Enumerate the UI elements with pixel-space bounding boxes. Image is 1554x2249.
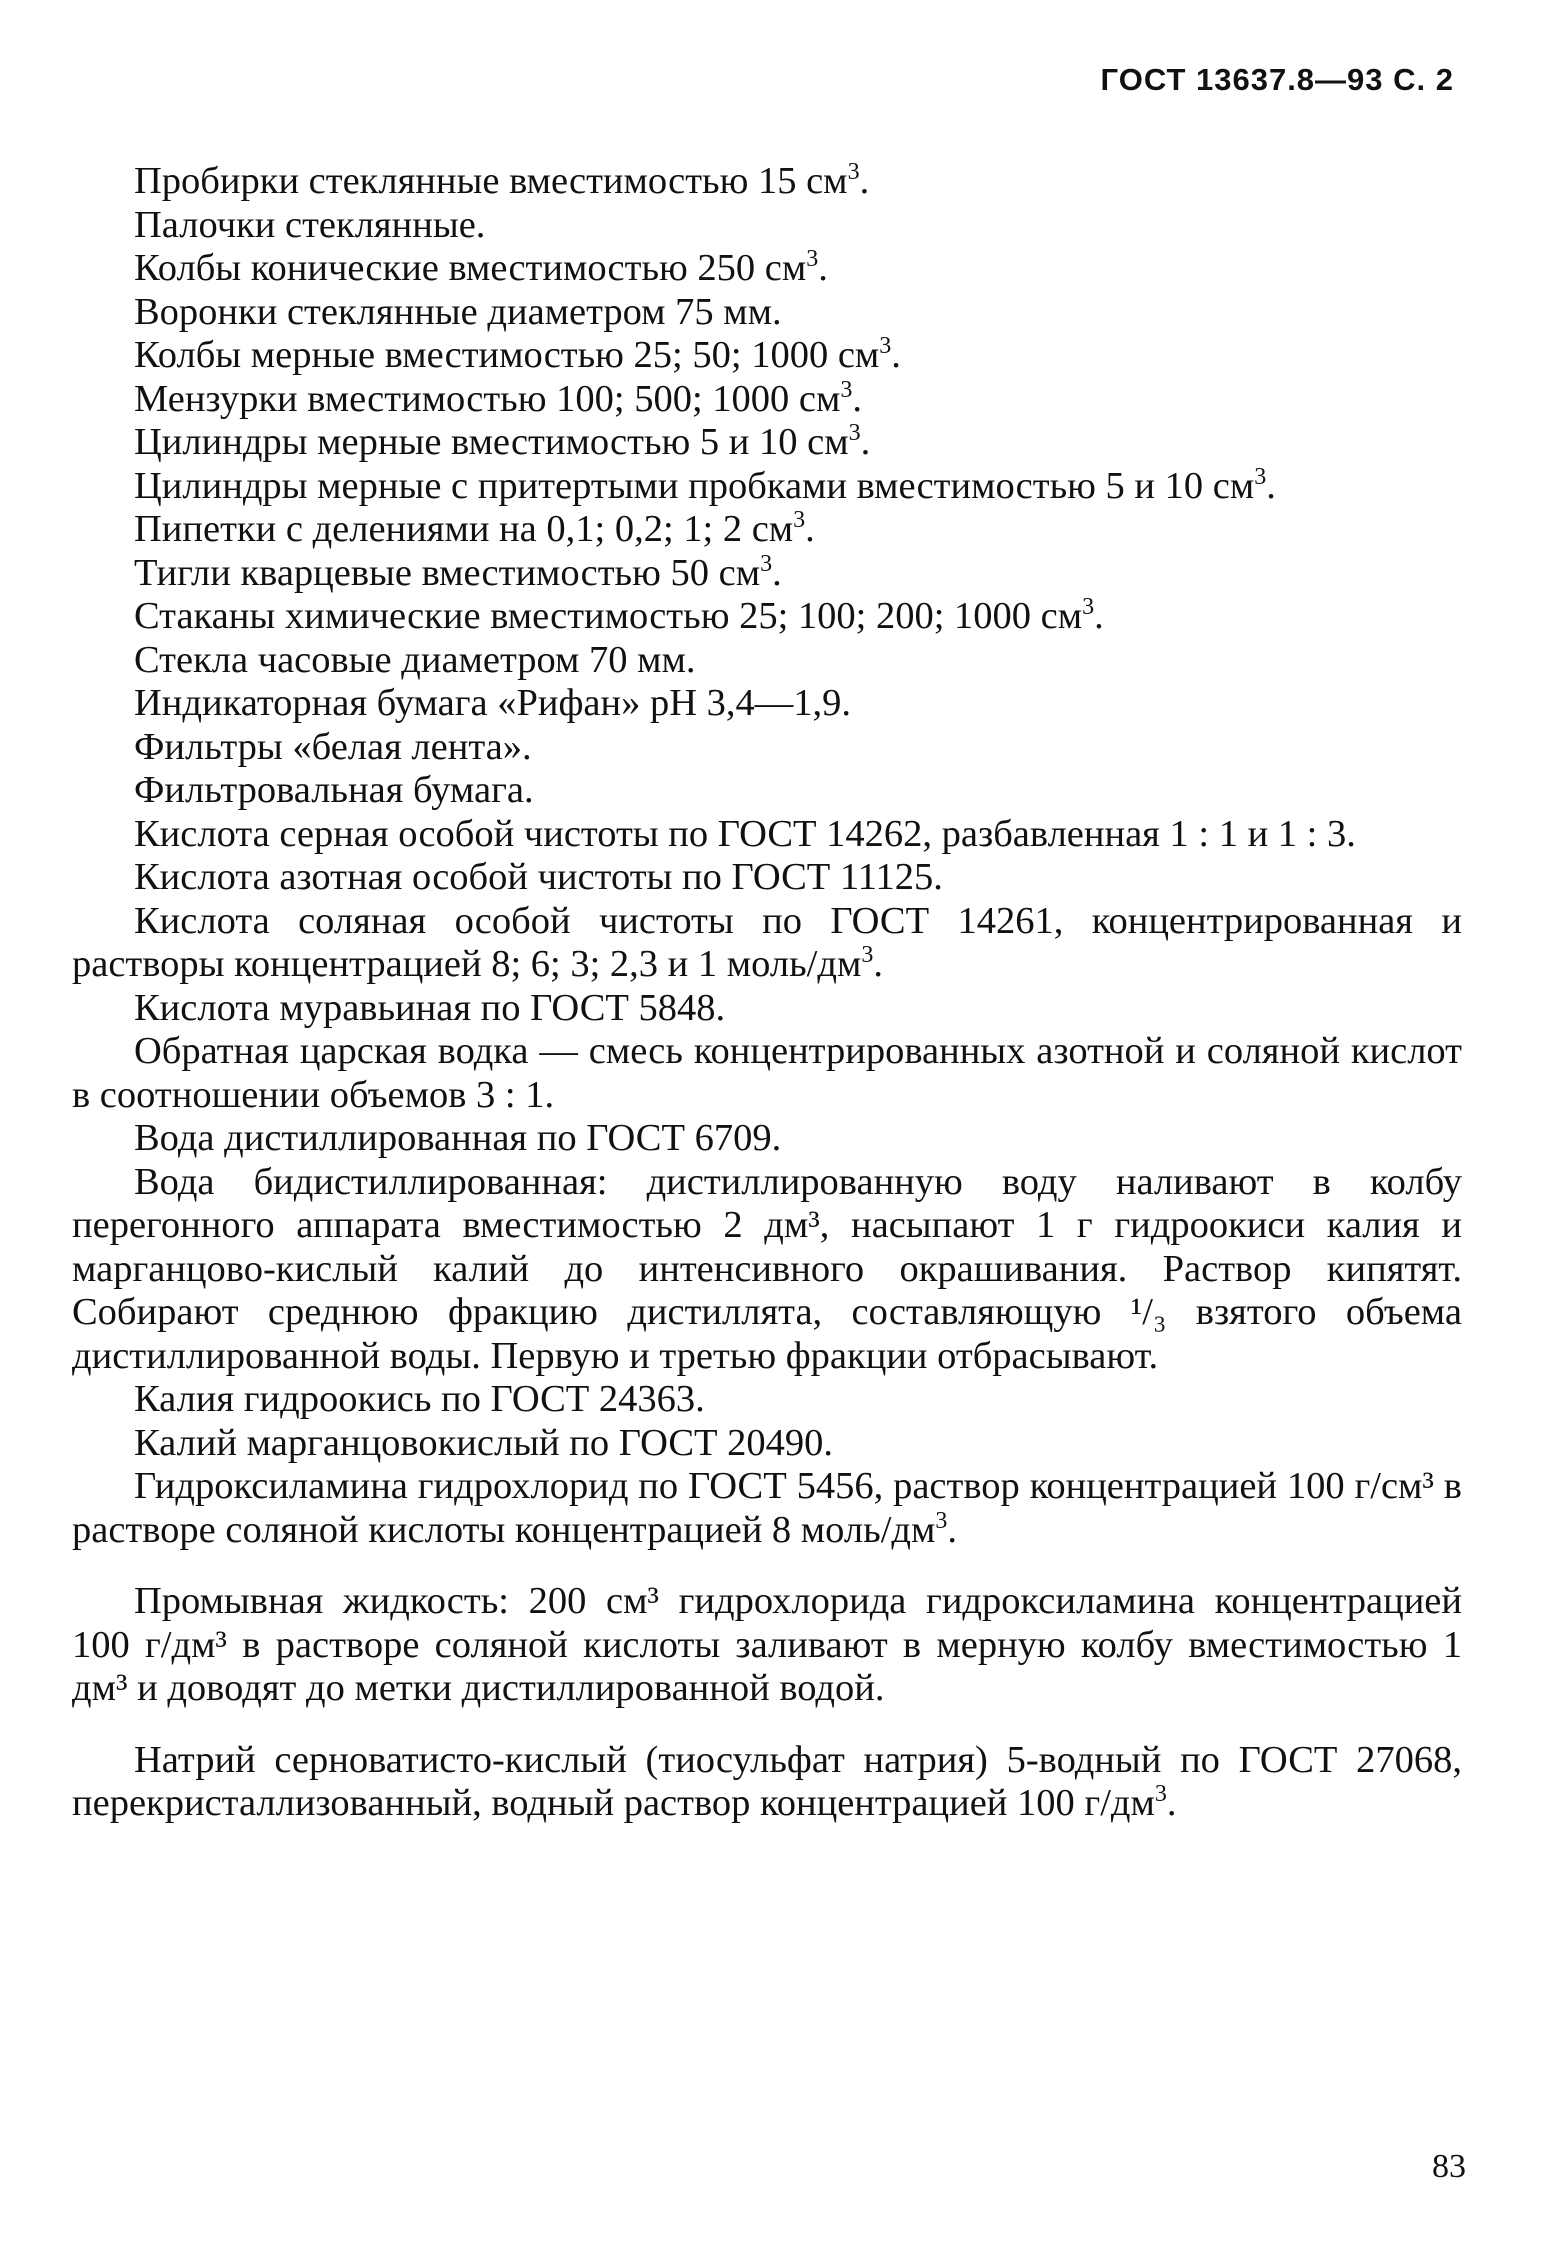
- paragraph: Пробирки стеклянные вместимостью 15 $см^3$.: [134, 159, 870, 202]
- paragraph: Натрий серноватисто-кислый (тиосульфат натрия) 5-водный по ГОСТ 27068, перекристаллизованный, водный раствор концентрацией 100 $г/дм^3$.: [72, 1738, 1462, 1824]
- paragraph: Цилиндры мерные вместимостью 5 и 10 $см^3$.: [134, 420, 871, 463]
- paragraph: Тигли кварцевые вместимостью 50 $см^3$.: [134, 550, 782, 594]
- paragraph: Кислота серная особой чистоты по ГОСТ 14262, разбавленная 1 : 1 и 1 : 3.: [134, 812, 1356, 855]
- paragraph: Пипетки с делениями на 0,1; 0,2; 1; 2 $см^3$.: [134, 507, 815, 550]
- paragraph: Кислота муравьиная по ГОСТ 5848.: [134, 986, 726, 1029]
- paragraph: Гидроксиламина гидрохлорид по ГОСТ 5456, раствор концентрацией 100 г/см³ в растворе соляной кислоты концентрацией 8 моль/$дм^3$.: [72, 1465, 1462, 1551]
- body-text: [72, 160, 1462, 1826]
- paragraph: Колбы конические вместимостью 250 $см^3$.: [134, 246, 828, 289]
- paragraph: Мензурки вместимостью 100; 500; 1000 $см^3$.: [134, 376, 862, 420]
- paragraph: Обратная царская водка — смесь концентрированных азотной и соляной кислот в соотношении объемов 3 : 1.: [72, 1030, 1462, 1116]
- paragraph: Фильтровальная бумага.: [134, 769, 534, 811]
- paragraph: Фильтры «белая лента».: [134, 725, 532, 768]
- paragraph: Индикаторная бумага «Рифан» pH 3,4—1,9.: [134, 682, 852, 724]
- paragraph: Кислота соляная особой чистоты по ГОСТ 14261, концентрированная и растворы концентрацией 8; 6; 3; 2,3 и 1 моль/$дм^3$.: [72, 899, 1462, 985]
- page-number: 83: [1432, 2148, 1466, 2185]
- paragraph: Цилиндры мерные с притертыми пробками вместимостью 5 и 10 $см^3$.: [134, 463, 1276, 507]
- paragraph: Стекла часовые диаметром 70 мм.: [134, 638, 696, 681]
- paragraph: Стаканы химические вместимостью 25; 100; 200; 1000 $см^3$.: [134, 594, 1104, 637]
- paragraph: Колбы мерные вместимостью 25; 50; 1000 $см^3$.: [134, 333, 901, 376]
- paragraph: Вода бидистиллированная: дистиллированную воду наливают в колбу перегонного аппарата вместимостью 2 дм³, насыпают 1 г гидроокиси калия и марганцово-кислый калий до интенсивного окрашивания. Раствор кипятят. Собирают среднюю фракцию дистиллята, составляющую ¹/₃ взятого объема дистиллированной воды. Первую и третью фракции отбрасывают.: [72, 1160, 1462, 1377]
- paragraph: Промывная жидкость: 200 см³ гидрохлорида гидроксиламина концентрацией 100 г/дм³ в растворе соляной кислоты заливают в мерную колбу вместимостью 1 дм³ и доводят до метки дистиллированной водой.: [72, 1580, 1462, 1709]
- paragraph: Вода дистиллированная по ГОСТ 6709.: [134, 1117, 782, 1159]
- paragraph: Воронки стеклянные диаметром 75 мм.: [134, 290, 782, 333]
- paragraph: Калий марганцовокислый по ГОСТ 20490.: [134, 1421, 834, 1464]
- paragraph: Калия гидроокись по ГОСТ 24363.: [134, 1378, 705, 1420]
- paragraph: Палочки стеклянные.: [134, 203, 486, 246]
- page-header: ГОСТ 13637.8—93 С. 2: [1100, 62, 1454, 97]
- paragraph: Кислота азотная особой чистоты по ГОСТ 11125.: [134, 856, 943, 898]
